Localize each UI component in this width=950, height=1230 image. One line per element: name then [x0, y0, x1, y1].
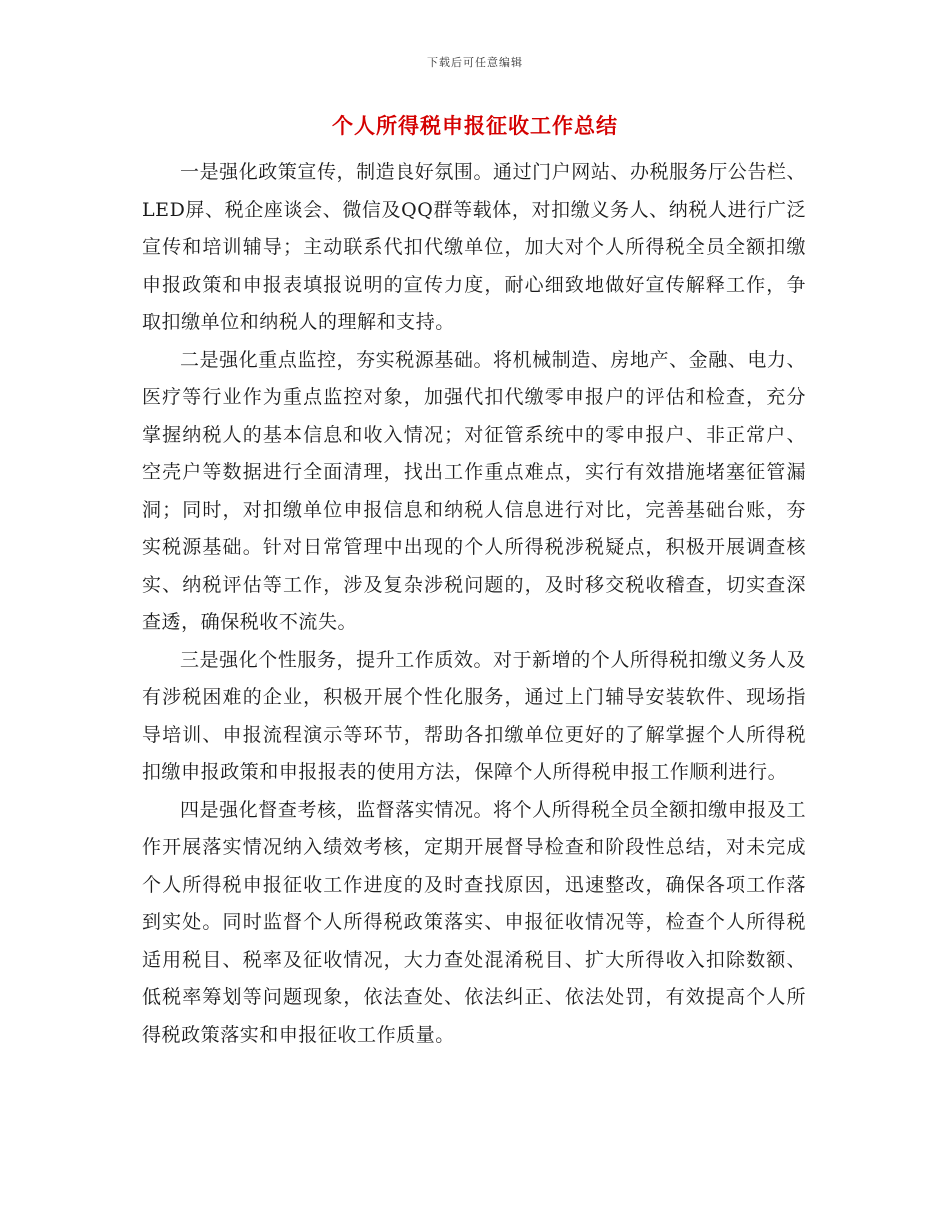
paragraph-policy-publicity: 一是强化政策宣传，制造良好氛围。通过门户网站、办税服务厅公告栏、LED屏、税企座谈会、微信及QQ群等载体，对扣缴义务人、纳税人进行广泛宣传和培训辅导；主动联系代扣代缴单位，加大对个人所得税全员全额扣缴申报政策和申报表填报说明的宣传力度，耐心细致地做好宣传解释工作，争取扣缴单位和纳税人的理解和支持。 [142, 161, 806, 333]
page-header-note: 下载后可任意编辑 [427, 56, 523, 69]
document-body [142, 154, 806, 1054]
document-title: 个人所得税申报征收工作总结 [332, 113, 618, 138]
paragraph-personalized-service: 三是强化个性服务，提升工作质效。对于新增的个人所得税扣缴义务人及有涉税困难的企业，积极开展个性化服务，通过上门辅导安装软件、现场指导培训、申报流程演示等环节，帮助各扣缴单位更好的了解掌握个人所得税扣缴申报政策和申报报表的使用方法，保障个人所得税申报工作顺利进行。 [142, 648, 806, 783]
paragraph-supervision-assessment: 四是强化督查考核，监督落实情况。将个人所得税全员全额扣缴申报及工作开展落实情况纳入绩效考核，定期开展督导检查和阶段性总结，对未完成个人所得税申报征收工作进度的及时查找原因，迅速整改，确保各项工作落到实处。同时监督个人所得税政策落实、申报征收情况等，检查个人所得税适用税目、税率及征收情况，大力查处混淆税目、扩大所得收入扣除数额、低税率筹划等问题现象，依法查处、依法纠正、依法处罚，有效提高个人所得税政策落实和申报征收工作质量。 [142, 798, 806, 1046]
paragraph-key-monitoring: 二是强化重点监控，夯实税源基础。将机械制造、房地产、金融、电力、医疗等行业作为重点监控对象，加强代扣代缴零申报户的评估和检查，充分掌握纳税人的基本信息和收入情况；对征管系统中的零申报户、非正常户、空壳户等数据进行全面清理，找出工作重点难点，实行有效措施堵塞征管漏洞；同时，对扣缴单位申报信息和纳税人信息进行对比，完善基础台账，夯实税源基础。针对日常管理中出现的个人所得税涉税疑点，积极开展调查核实、纳税评估等工作，涉及复杂涉税问题的，及时移交税收稽查，切实查深查透，确保税收不流失。 [142, 348, 806, 633]
